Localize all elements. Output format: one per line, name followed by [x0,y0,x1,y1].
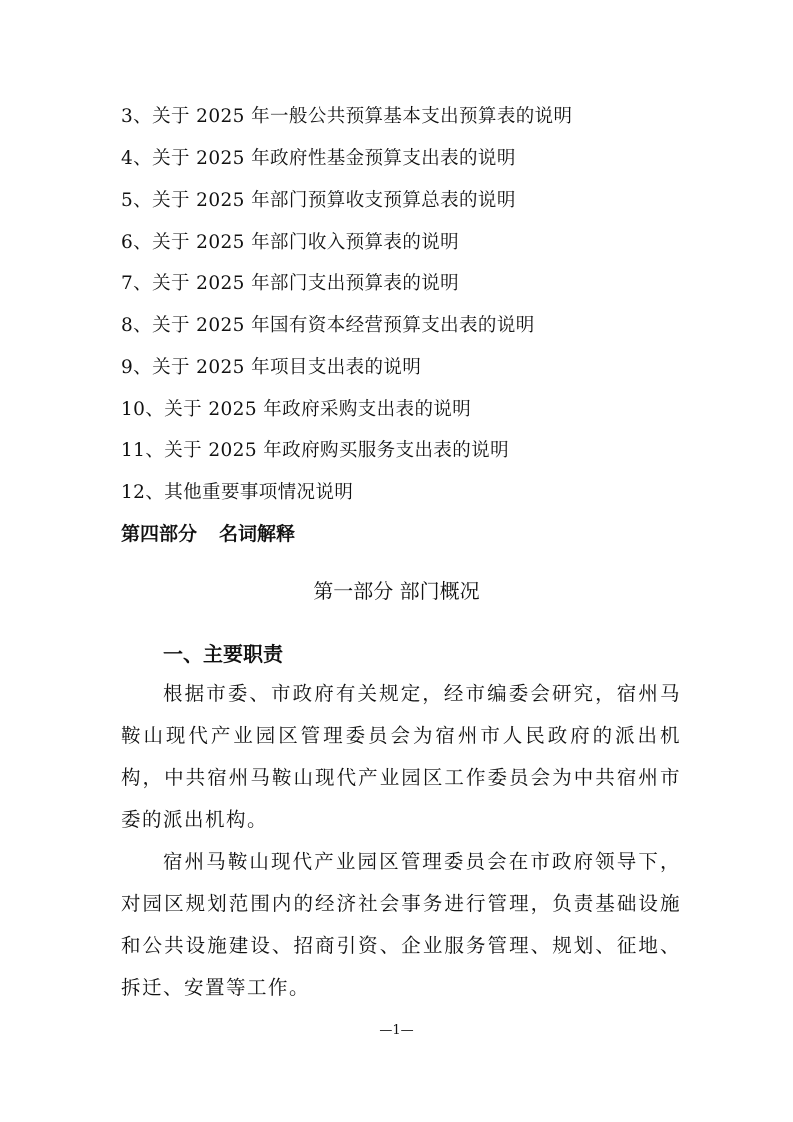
toc-item: 9、关于 2025 年项目支出表的说明 [121,357,422,378]
body-paragraph: 宿州马鞍山现代产业园区管理委员会在市政府领导下，对园区规划范围内的经济社会事务进行管理，负责基础设施和公共设施建设、招商引资、企业服务管理、规划、征地、拆迁、安置等工作。 [121,850,681,999]
body-paragraph: 根据市委、市政府有关规定，经市编委会研究，宿州马鞍山现代产业园区管理委员会为宿州市人民政府的派出机构，中共宿州马鞍山现代产业园区工作委员会为中共宿州市委的派出机构。 [121,682,681,831]
toc-item: 10、关于 2025 年政府采购支出表的说明 [121,399,472,420]
toc-part-label: 第四部分 [121,523,198,545]
toc-item: 5、关于 2025 年部门预算收支预算总表的说明 [121,190,516,211]
toc-item: 11、关于 2025 年政府购买服务支出表的说明 [121,440,509,461]
toc-item: 3、关于 2025 年一般公共预算基本支出预算表的说明 [121,106,573,127]
toc-part-heading [121,522,295,546]
toc-item: 7、关于 2025 年部门支出预算表的说明 [121,273,460,294]
toc-item: 12、其他重要事项情况说明 [121,482,354,503]
toc-item: 4、关于 2025 年政府性基金预算支出表的说明 [121,148,516,169]
toc-item: 6、关于 2025 年部门收入预算表的说明 [121,232,460,253]
toc-item: 8、关于 2025 年国有资本经营预算支出表的说明 [121,315,535,336]
section-title: 第一部分 部门概况 [313,579,480,603]
sub-heading: 一、主要职责 [163,642,283,666]
toc-part-title: 名词解释 [219,523,296,545]
page-number: —1— [379,1023,414,1038]
